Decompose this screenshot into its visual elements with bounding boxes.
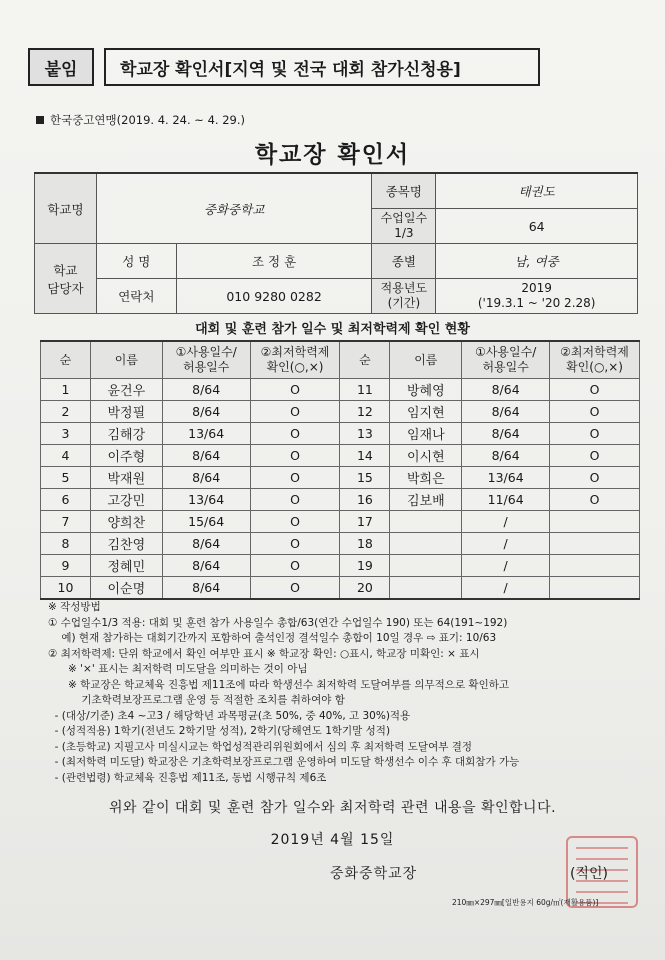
note-line: - (성적적용) 1학기(전년도 2학기말 성적), 2학기(당해연도 1학기말 성적) [48,725,391,737]
header-check: ②최저학력제 확인(○,×) [550,341,640,379]
org-line [36,112,245,128]
roster-header-row [41,341,640,379]
roster-name [390,533,462,555]
note-line: ① 수업일수1/3 적용: 대회 및 훈련 참가 사용일수 총합/63(연간 수업일수 190) 또는 64(191~192) [48,616,508,629]
header-name: 이름 [90,341,162,379]
roster-check: O [550,467,640,489]
year-value: 2019 ('19.3.1 ~ '20 2.28) [436,279,638,314]
roster-no: 2 [41,401,91,423]
attachment-tag: 붙임 [28,48,94,86]
paper-spec-note: 210㎜×297㎜[일반용지 60g/㎡(재활용품)] [452,898,599,907]
roster-name: 박희은 [390,467,462,489]
roster-no: 17 [340,511,390,533]
roster-check: O [250,577,340,600]
days-label: 수업일수 1/3 [372,209,436,244]
roster-no: 8 [41,533,91,555]
roster-no: 14 [340,445,390,467]
table-row [41,401,640,423]
roster-name: 이순명 [90,577,162,600]
roster-no: 10 [41,577,91,600]
table-row [41,467,640,489]
table-row [41,511,640,533]
attachment-title: 학교장 확인서[지역 및 전국 대회 참가신청용] [104,48,540,86]
school-value: 중화중학교 [96,173,372,244]
roster-name [390,555,462,577]
roster-no: 19 [340,555,390,577]
note-line: ※ 학교장은 학교체육 진흥법 제11조에 따라 학생선수 최저학력 도달여부를 의무적으로 확인하고 [48,678,509,691]
roster-days: 8/64 [162,467,250,489]
header-check: ②최저학력제 확인(○,×) [250,341,340,379]
note-line: ② 최저학력제: 단위 학교에서 확인 여부만 표시 ※ 학교장 확인: ○표시, 학교장 미확인: × 표시 [48,647,480,660]
table-row [41,423,640,445]
manager-label: 학교 담당자 [35,244,97,314]
roster-title: 대회 및 훈련 참가 일수 및 최저학력제 확인 현황 [195,322,470,337]
roster-check: O [250,489,340,511]
roster-check [550,555,640,577]
confirmation-statement: 위와 같이 대회 및 훈련 참가 일수와 최저학력 관련 내용을 확인합니다. [108,800,557,816]
table-row [41,577,640,600]
roster-days: 8/64 [162,401,250,423]
roster-check: O [250,445,340,467]
roster-no: 5 [41,467,91,489]
roster-no: 12 [340,401,390,423]
roster-no: 13 [340,423,390,445]
roster-check: O [250,555,340,577]
writing-instructions [48,600,638,786]
roster-days: 8/64 [462,445,550,467]
roster-name: 이주형 [90,445,162,467]
roster-days: 13/64 [462,467,550,489]
roster-days: 13/64 [162,423,250,445]
roster-days: 8/64 [162,379,250,401]
attachment-header [28,48,540,90]
roster-no: 20 [340,577,390,600]
note-line: ※ '×' 표시는 최저학력 미도달을 의미하는 것이 아님 [48,663,308,675]
roster-name: 김해강 [90,423,162,445]
roster-name: 김보배 [390,489,462,511]
roster-check: O [250,423,340,445]
issue-date: 2019년 4월 15일 [270,832,395,848]
roster-check: O [250,511,340,533]
roster-check: O [550,445,640,467]
note-line: 기초학력보장프로그램 운영 등 적절한 조치를 취하여야 함 [48,694,345,706]
roster-check: O [250,533,340,555]
name-value: 조 정 훈 [176,244,372,279]
table-row [41,555,640,577]
roster-no: 4 [41,445,91,467]
roster-no: 7 [41,511,91,533]
roster-name: 이시현 [390,445,462,467]
roster-days: 8/64 [462,401,550,423]
roster-name: 박정필 [90,401,162,423]
roster-days: 11/64 [462,489,550,511]
roster-name: 양희찬 [90,511,162,533]
roster-days: 13/64 [162,489,250,511]
roster-no: 6 [41,489,91,511]
roster-no: 9 [41,555,91,577]
school-label: 학교명 [35,173,97,244]
roster-table [40,340,640,600]
table-row [41,445,640,467]
roster-name [390,577,462,600]
roster-check: O [250,467,340,489]
year-label: 적용년도 (기간) [372,279,436,314]
roster-days: 8/64 [162,555,250,577]
roster-days: 8/64 [162,533,250,555]
roster-name: 방혜영 [390,379,462,401]
roster-days: 8/64 [462,379,550,401]
roster-name: 임지현 [390,401,462,423]
roster-days: 8/64 [162,445,250,467]
roster-no: 1 [41,379,91,401]
roster-name: 김찬영 [90,533,162,555]
roster-days: / [462,555,550,577]
sport-label: 종목명 [372,173,436,209]
roster-check: O [550,401,640,423]
roster-days: / [462,533,550,555]
roster-days: / [462,511,550,533]
roster-check [550,533,640,555]
page-title: 학교장 확인서 [254,142,411,168]
roster-check: O [250,379,340,401]
table-row [41,379,640,401]
roster-name: 윤건우 [90,379,162,401]
sport-value: 태권도 [436,173,638,209]
note-line: ※ 작성방법 [48,601,101,613]
table-row [41,489,640,511]
note-line: 예) 현재 참가하는 대회기간까지 포함하여 출석인정 결석일수 총합이 10일 경우 ⇨ 표기: 10/63 [48,632,497,644]
roster-check [550,511,640,533]
name-label: 성 명 [96,244,176,279]
principal-signature: 중화중학교장 [330,866,418,882]
roster-check: O [550,423,640,445]
contact-label: 연락처 [96,279,176,314]
note-line: - (초등학교) 지필고사 미실시교는 학업성적관리위원회에서 심의 후 최저학력 도달여부 결정 [48,740,472,753]
roster-check: O [550,379,640,401]
roster-days: / [462,577,550,600]
roster-check: O [250,401,340,423]
roster-name: 정혜민 [90,555,162,577]
days-value: 64 [436,209,638,244]
gender-value: 남, 여중 [436,244,638,279]
school-info-table [34,172,638,314]
header-no: 순 [340,341,390,379]
roster-days: 8/64 [162,577,250,600]
roster-no: 3 [41,423,91,445]
roster-no: 16 [340,489,390,511]
header-days: ①사용일수/ 허용일수 [462,341,550,379]
roster-check [550,577,640,600]
seal-mark: (직인) [570,866,608,882]
roster-name [390,511,462,533]
header-no: 순 [41,341,91,379]
contact-value: 010 9280 0282 [176,279,372,314]
header-days: ①사용일수/ 허용일수 [162,341,250,379]
gender-label: 종별 [372,244,436,279]
roster-name: 고강민 [90,489,162,511]
note-line: - (최저학력 미도달) 학교장은 기초학력보장프로그램 운영하여 미도달 학생선수 이수 후 대회참가 가능 [48,756,520,768]
roster-no: 15 [340,467,390,489]
header-name: 이름 [390,341,462,379]
roster-no: 11 [340,379,390,401]
table-row [41,533,640,555]
roster-name: 임재나 [390,423,462,445]
roster-days: 8/64 [462,423,550,445]
org-text: 한국중고연맹(2019. 4. 24. ~ 4. 29.) [50,113,245,127]
roster-no: 18 [340,533,390,555]
square-bullet-icon [36,116,44,124]
note-line: - (관련법령) 학교체육 진흥법 제11조, 동법 시행규칙 제6조 [48,771,327,784]
roster-days: 15/64 [162,511,250,533]
roster-name: 박재원 [90,467,162,489]
roster-check: O [550,489,640,511]
note-line: - (대상/기준) 초4 ~고3 / 해당학년 과목평균(초 50%, 중 40%, 고 30%)적용 [48,709,411,722]
